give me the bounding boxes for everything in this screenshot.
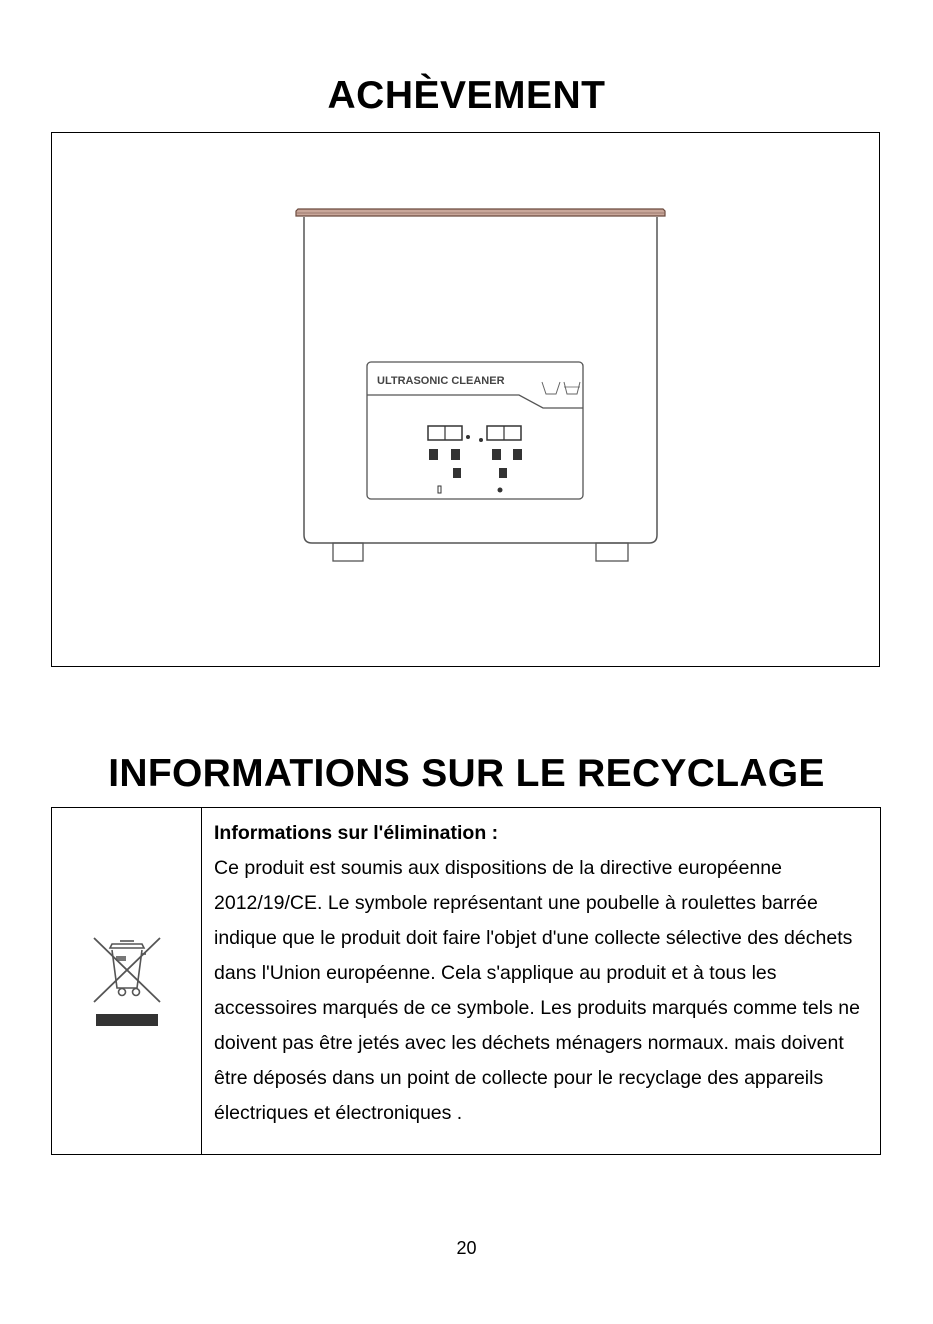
- crossed-out-wheelie-bin-icon: [90, 934, 166, 1030]
- device-figure-frame: [51, 132, 880, 667]
- recycling-info-table: [51, 807, 881, 1155]
- disposal-text-cell: [214, 816, 874, 1131]
- ultrasonic-cleaner-illustration: [52, 133, 881, 668]
- page-number: 20: [456, 1238, 477, 1258]
- device-label-text: ULTRASONIC CLEANER: [377, 375, 505, 387]
- icon-cell: [52, 808, 202, 1154]
- disposal-heading: Informations sur l'élimination :: [214, 822, 499, 844]
- section-title-recycling: INFORMATIONS SUR LE RECYCLAGE: [108, 752, 825, 795]
- section-title-achevement: ACHÈVEMENT: [327, 74, 606, 117]
- disposal-body-text: Ce produit est soumis aux dispositions de la directive européenne 2012/19/CE. Le symbole représentant une poubelle à roulettes barrée indique que le produit doit faire l'objet d'une collecte sélective des déchets dans l'Union européenne. Cela s'applique au produit et à tous les accessoires marqués de ce symbole. Les produits marqués comme tels ne doivent pas être jetés avec les déchets ménagers normaux. mais doivent être déposés dans un point de collecte pour le recyclage des appareils électriques et électroniques .: [214, 857, 860, 1124]
